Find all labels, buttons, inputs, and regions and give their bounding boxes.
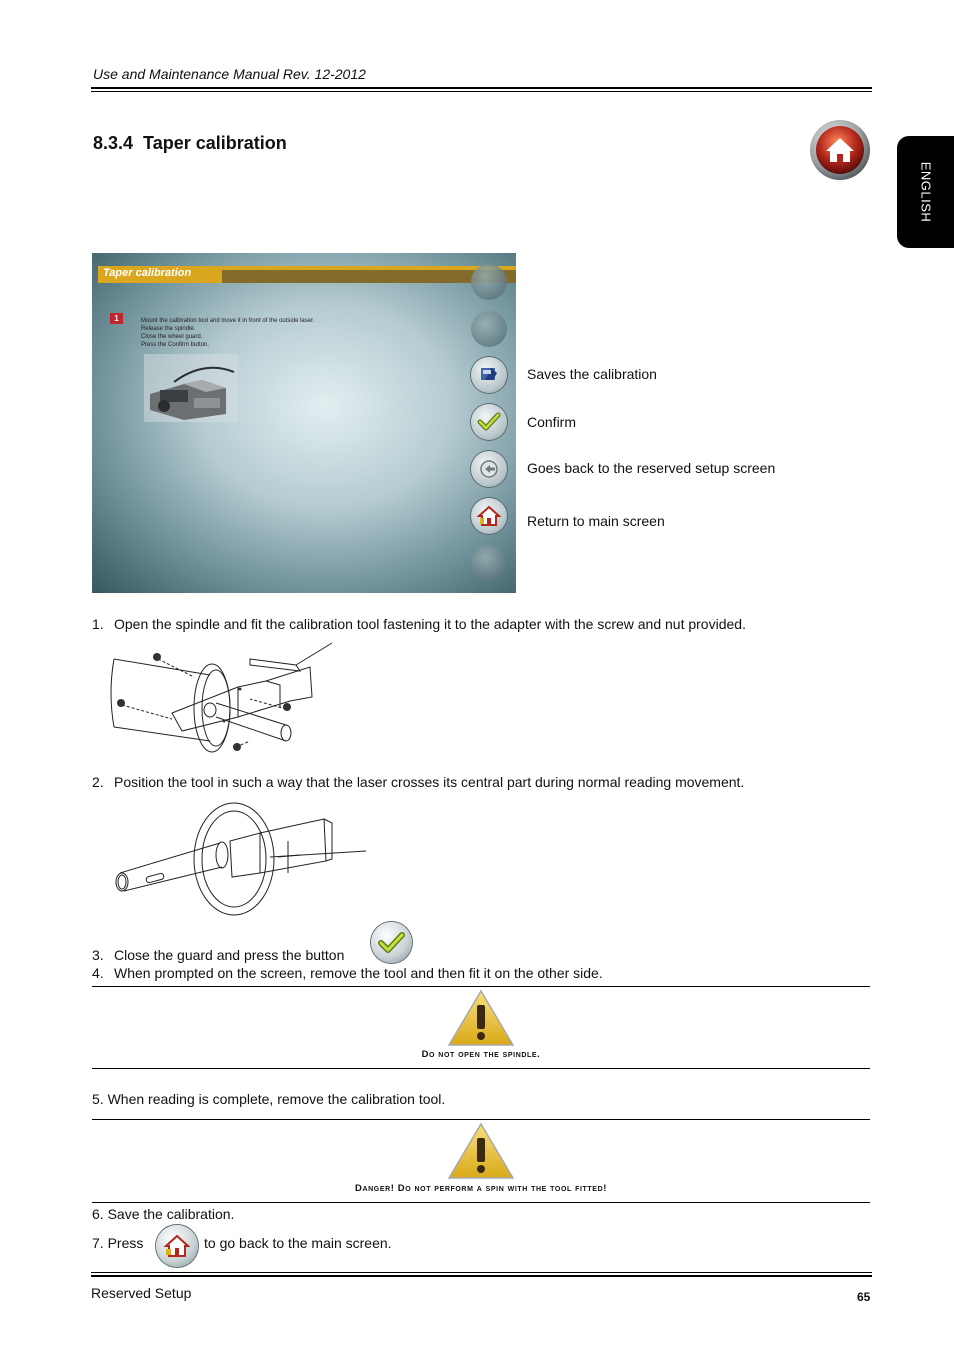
tool-mounting-drawing xyxy=(110,637,340,762)
step-4 xyxy=(92,965,603,981)
screen-banner-label: Taper calibration xyxy=(103,267,192,279)
warning-icon xyxy=(447,1122,515,1180)
language-label: ENGLISH xyxy=(918,161,933,223)
footer-rule-thick xyxy=(91,1275,872,1277)
step-number: 2. xyxy=(92,774,104,790)
home-button-inline[interactable] xyxy=(156,1225,198,1267)
header-rule xyxy=(91,87,872,89)
callout-back: Goes back to the reserved setup screen xyxy=(527,460,776,476)
step-text: Open the spindle and fit the calibration tool fastening it to the adapter with the screw and nut provided. xyxy=(114,616,746,632)
step-number: 1. xyxy=(92,616,104,632)
step-number: 4. xyxy=(92,965,104,981)
step-7-pre: 7. Press xyxy=(92,1235,144,1251)
warning-rule-top xyxy=(92,986,870,987)
confirm-button[interactable] xyxy=(471,404,507,440)
screen-step-number: 1 xyxy=(110,313,123,324)
tool-position-drawing xyxy=(110,801,372,919)
confirm-check-icon xyxy=(371,922,412,963)
step-text: When prompted on the screen, remove the tool and then fit it on the other side. xyxy=(114,965,603,981)
manual-header: Use and Maintenance Manual Rev. 12-2012 xyxy=(93,66,366,82)
warning-text: Danger! Do not perform a spin with the tool fitted! xyxy=(355,1183,607,1194)
callout-save: Saves the calibration xyxy=(527,366,657,382)
back-icon xyxy=(471,451,507,487)
screen-instructions: Mount the calibration tool and move it in front of the outside laser. Release the spindle. Close the wheel guard. Press the Confirm button. xyxy=(141,318,315,348)
section-number: 8.3.4 xyxy=(93,133,134,153)
home-icon xyxy=(156,1225,198,1267)
step-6: 6. Save the calibration. xyxy=(92,1206,235,1222)
step-number: 3. xyxy=(92,947,104,963)
step-1 xyxy=(92,616,746,632)
step-5: 5. When reading is complete, remove the calibration tool. xyxy=(92,1091,446,1107)
calibration-tool-photo xyxy=(144,354,238,422)
warning-icon xyxy=(447,989,515,1047)
home-button[interactable] xyxy=(471,498,507,534)
step-text: Position the tool in such a way that the laser crosses its central part during normal reading movement. xyxy=(114,774,745,790)
warning-rule-bottom xyxy=(92,1202,870,1203)
step-2 xyxy=(92,774,744,790)
section-title xyxy=(93,133,287,154)
step-7-post: to go back to the main screen. xyxy=(204,1235,392,1251)
back-button[interactable] xyxy=(471,451,507,487)
home-icon[interactable] xyxy=(809,119,871,181)
section-title-text: Taper calibration xyxy=(143,133,287,153)
header-rule-thin xyxy=(91,91,872,92)
footer-rule xyxy=(91,1272,872,1273)
callout-confirm: Confirm xyxy=(527,414,577,430)
footer-section: Reserved Setup xyxy=(91,1285,192,1301)
language-tab xyxy=(897,136,954,248)
home-icon xyxy=(471,498,507,534)
confirm-check-icon xyxy=(471,404,507,440)
page-number: 65 xyxy=(857,1290,871,1304)
step-text: Close the guard and press the button xyxy=(114,947,345,963)
screen-button-empty[interactable] xyxy=(471,264,507,300)
warning-text: Do not open the spindle. xyxy=(421,1049,541,1060)
screen-button-empty[interactable] xyxy=(471,545,507,581)
warning-rule-bottom xyxy=(92,1068,870,1069)
warning-rule-top xyxy=(92,1119,870,1120)
save-icon xyxy=(471,357,507,393)
callout-home: Return to main screen xyxy=(527,513,665,529)
save-button[interactable] xyxy=(471,357,507,393)
taper-calibration-screen xyxy=(92,253,516,593)
confirm-button-inline[interactable] xyxy=(371,922,412,963)
step-3 xyxy=(92,947,344,963)
screen-button-empty[interactable] xyxy=(471,311,507,347)
